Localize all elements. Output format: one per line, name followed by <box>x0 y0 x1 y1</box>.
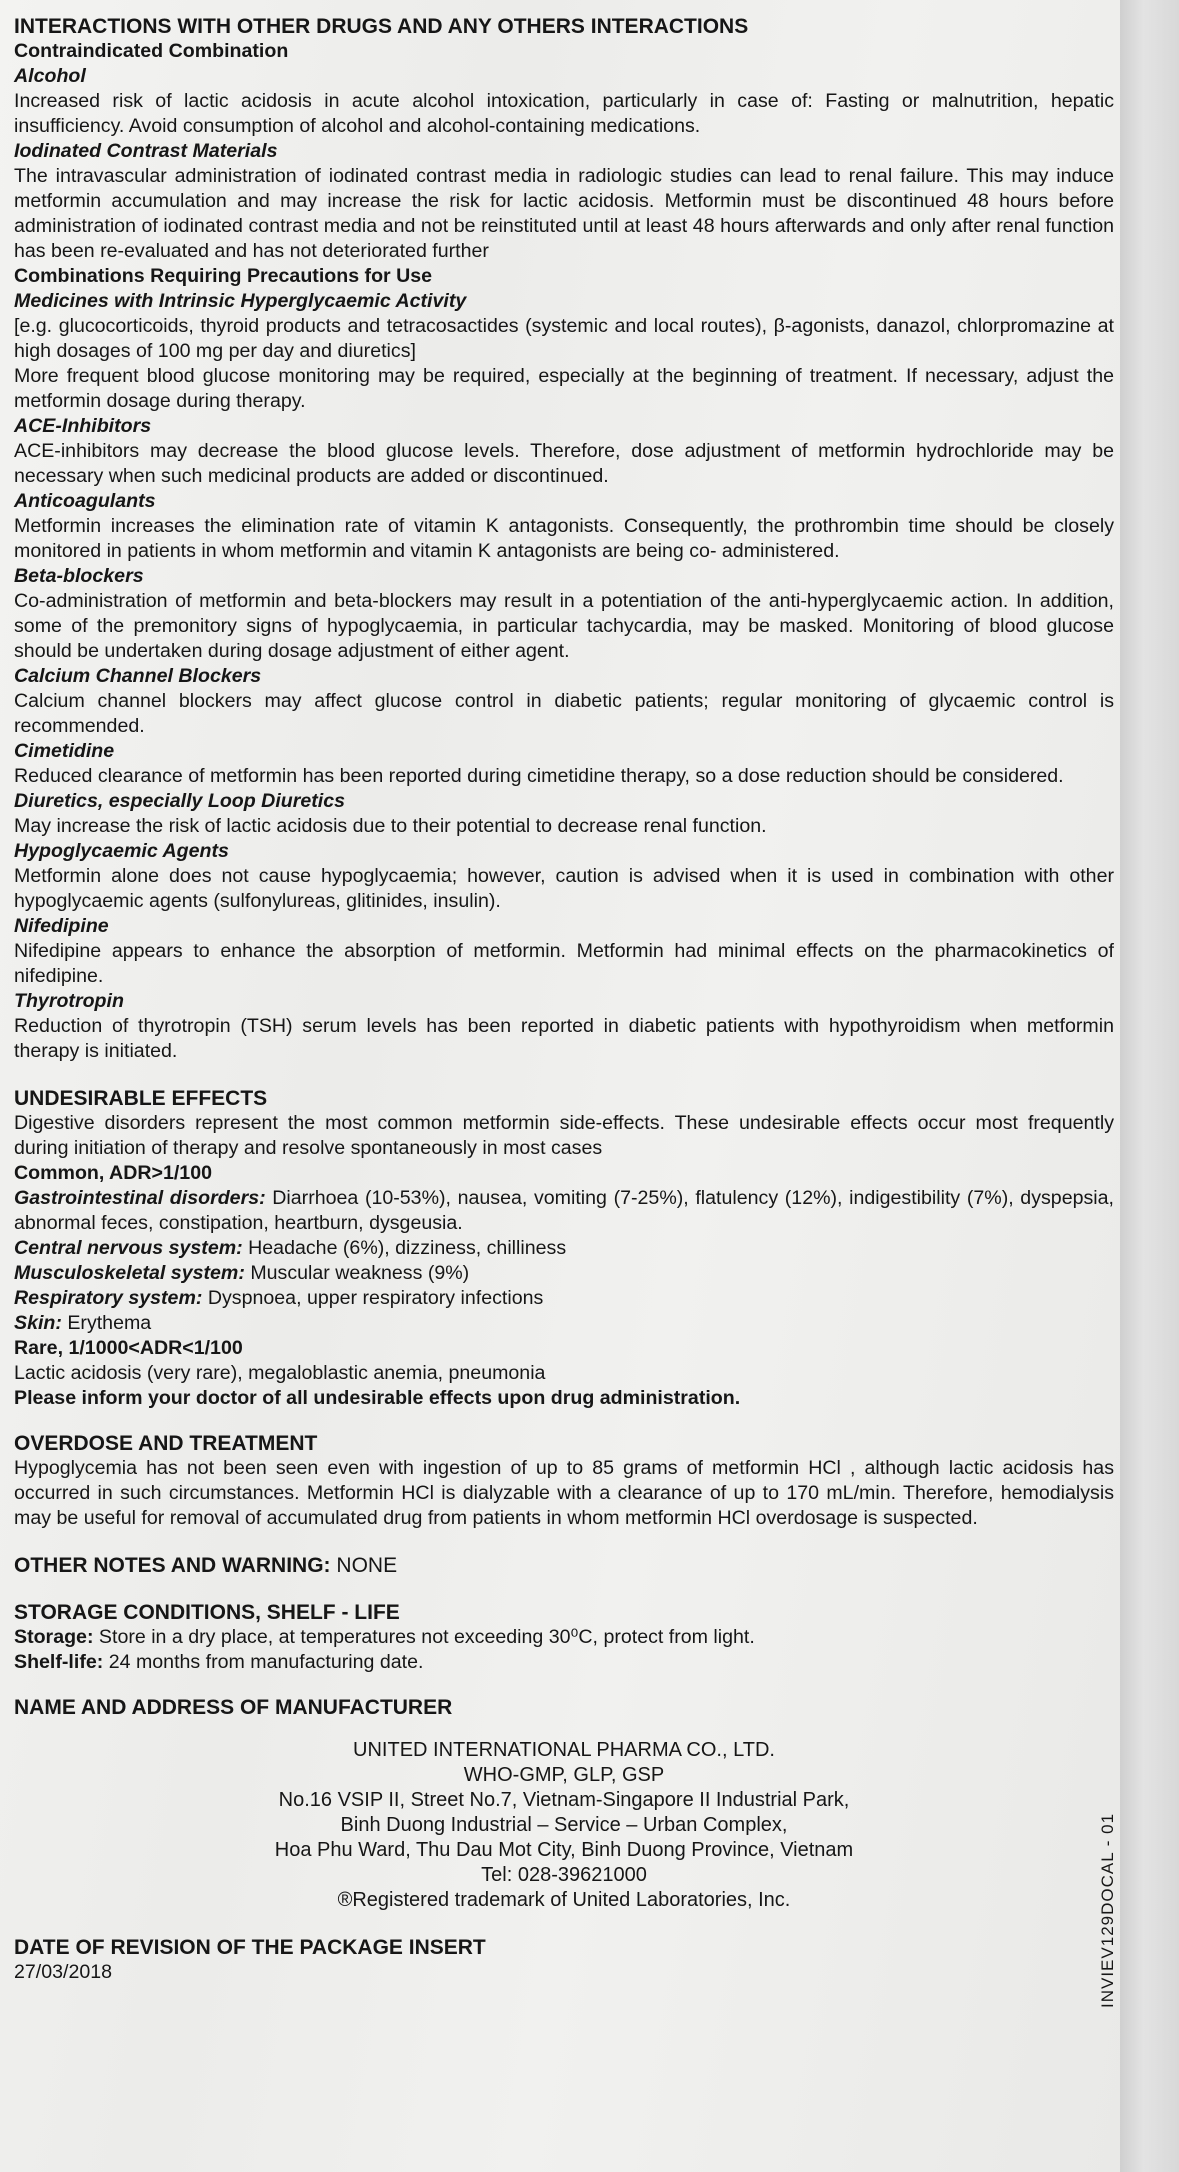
overdose-heading: OVERDOSE AND TREATMENT <box>14 1432 318 1455</box>
diuretics-text: May increase the risk of lactic acidosis due to their potential to decrease renal function. <box>14 815 767 837</box>
manufacturer-cert: WHO-GMP, GLP, GSP <box>463 1764 665 1786</box>
cns-label: Central nervous system: <box>14 1237 243 1259</box>
storage-label: Storage: <box>14 1626 94 1648</box>
alcohol-text: Increased risk of lactic acidosis in acute alcohol intoxication, particularly in case of: Fasting or malnutrition, hepatic insufficiency. Avoid consumption of alcohol and alcohol-containing medications. <box>14 90 1114 137</box>
nifedipine-text: Nifedipine appears to enhance the absorption of metformin. Metformin had minimal effects on the pharmacokinetics of nifedipine. <box>14 940 1114 987</box>
gi-label: Gastrointestinal disorders: <box>14 1187 266 1209</box>
section-gap <box>14 1578 1114 1600</box>
precautions-subheading: Combinations Requiring Precautions for Use <box>14 265 433 287</box>
overdose-text: Hypoglycemia has not been seen even with ingestion of up to 85 grams of metformin HCl , although lactic acidosis has occurred in such circumstances. Metformin HCl is dialyzable with a clearance of up to 170 mL/min. Therefore, hemodialysis may be useful for removal of accumulated drug from patients in whom metformin HCl overdosage is suspected. <box>14 1457 1114 1529</box>
storage-heading: STORAGE CONDITIONS, SHELF - LIFE <box>14 1601 400 1624</box>
rare-subheading: Rare, 1/1000<ADR<1/100 <box>14 1337 243 1359</box>
contraindicated-subheading: Contraindicated Combination <box>14 40 289 62</box>
other-notes-label: OTHER NOTES AND WARNING: <box>14 1554 331 1577</box>
shelf-label: Shelf-life: <box>14 1651 104 1673</box>
trademark-note: ®Registered trademark of United Laboratories, Inc. <box>337 1889 791 1911</box>
other-notes <box>14 1553 1114 1578</box>
alcohol-title: Alcohol <box>14 65 86 87</box>
calcium-text: Calcium channel blockers may affect glucose control in diabetic patients; regular monitoring of glycaemic control is recommended. <box>14 690 1114 737</box>
iodinated-text: The intravascular administration of iodinated contrast media in radiologic studies can lead to renal failure. This may induce metformin accumulation and may increase the risk for lactic acidosis. Metformin must be discontinued 48 hours before administration of iodinated contrast media and not be reinstituted until at least 48 hours afterwards and only after renal function has been re-evaluated and has not deteriorated further <box>14 165 1114 262</box>
beta-text: Co-administration of metformin and beta-blockers may result in a potentiation of the anti-hyperglycaemic action. In addition, some of the premonitory signs of hypoglycaemia, in particular tachycardia, may be masked. Monitoring of blood glucose should be undertaken during dosage adjustment of either agent. <box>14 590 1114 662</box>
other-notes-value: NONE <box>330 1554 398 1577</box>
section-gap <box>14 1064 1114 1086</box>
manufacturer-address-3: Hoa Phu Ward, Thu Dau Mot City, Binh Duong Province, Vietnam <box>274 1839 854 1861</box>
insert-content <box>14 14 1114 1985</box>
thyrotropin-title: Thyrotropin <box>14 990 124 1012</box>
manufacturer-heading: NAME AND ADDRESS OF MANUFACTURER <box>14 1696 453 1719</box>
resp-label: Respiratory system: <box>14 1287 203 1309</box>
skin-label: Skin: <box>14 1312 62 1334</box>
resp-effects <box>14 1286 1114 1311</box>
skin-text: Erythema <box>61 1312 152 1334</box>
ace-title: ACE-Inhibitors <box>14 415 152 437</box>
common-subheading: Common, ADR>1/100 <box>14 1162 212 1184</box>
revision-heading: DATE OF REVISION OF THE PACKAGE INSERT <box>14 1936 486 1959</box>
manufacturer-tel: Tel: 028-39621000 <box>481 1864 647 1886</box>
resp-text: Dyspnoea, upper respiratory infections <box>202 1287 544 1309</box>
document-code: INVIEV129DOCAL - 01 <box>1098 1812 1117 2008</box>
scan-margin <box>1120 0 1179 2172</box>
shelf-text: 24 months from manufacturing date. <box>103 1651 424 1673</box>
anticoag-text: Metformin increases the elimination rate of vitamin K antagonists. Consequently, the prothrombin time should be closely monitored in patients in whom metformin and vitamin K antagonists are being co- administered. <box>14 515 1114 562</box>
revision-date: 27/03/2018 <box>14 1961 113 1983</box>
rare-text: Lactic acidosis (very rare), megaloblastic anemia, pneumonia <box>14 1362 546 1384</box>
inform-doctor-note: Please inform your doctor of all undesirable effects upon drug administration. <box>14 1387 741 1409</box>
storage-line <box>14 1625 1114 1650</box>
musc-text: Muscular weakness (9%) <box>244 1262 470 1284</box>
musc-effects <box>14 1261 1114 1286</box>
nifedipine-title: Nifedipine <box>14 915 109 937</box>
manufacturer-address-1: No.16 VSIP II, Street No.7, Vietnam-Singapore II Industrial Park, <box>278 1789 850 1811</box>
cns-effects <box>14 1236 1114 1261</box>
hyperglycaemic-title: Medicines with Intrinsic Hyperglycaemic Activity <box>14 290 467 312</box>
skin-effects <box>14 1311 1114 1336</box>
section-gap <box>14 1531 1114 1553</box>
gi-text: Diarrhoea (10-53%), nausea, vomiting (7-25%), flatulency (12%), indigestibility (7%), dyspepsia, abnormal feces, constipation, heartburn, dysgeusia. <box>14 1187 1114 1234</box>
anticoag-title: Anticoagulants <box>14 490 156 512</box>
section-gap <box>14 1675 1114 1695</box>
cimetidine-text: Reduced clearance of metformin has been reported during cimetidine therapy, so a dose reduction should be considered. <box>14 765 1064 787</box>
undesirable-intro: Digestive disorders represent the most common metformin side-effects. These undesirable effects occur most frequently during initiation of therapy and resolve spontaneously in most cases <box>14 1112 1114 1159</box>
storage-text: Store in a dry place, at temperatures not exceeding 30⁰C, protect from light. <box>93 1626 755 1648</box>
ace-text: ACE-inhibitors may decrease the blood glucose levels. Therefore, dose adjustment of metformin hydrochloride may be necessary when such medicinal products are added or discontinued. <box>14 440 1114 487</box>
calcium-title: Calcium Channel Blockers <box>14 665 262 687</box>
gi-effects <box>14 1186 1114 1236</box>
hypo-title: Hypoglycaemic Agents <box>14 840 229 862</box>
section-gap <box>14 1411 1114 1431</box>
section-gap <box>14 1720 1114 1738</box>
hypo-text: Metformin alone does not cause hypoglycaemia; however, caution is advised when it is used in combination with other hypoglycaemic agents (sulfonylureas, glitinides, insulin). <box>14 865 1114 912</box>
undesirable-heading: UNDESIRABLE EFFECTS <box>14 1087 268 1110</box>
manufacturer-name: UNITED INTERNATIONAL PHARMA CO., LTD. <box>353 1739 775 1761</box>
musc-label: Musculoskeletal system: <box>14 1262 245 1284</box>
hyperglycaemic-examples: [e.g. glucocorticoids, thyroid products and tetracosactides (systemic and local routes), β-agonists, danazol, chlorpromazine at high dosages of 100 mg per day and diuretics] <box>14 315 1114 362</box>
cns-text: Headache (6%), dizziness, chilliness <box>242 1237 567 1259</box>
section-gap <box>14 1913 1114 1935</box>
cimetidine-title: Cimetidine <box>14 740 115 762</box>
manufacturer-address-2: Binh Duong Industrial – Service – Urban Complex, <box>340 1814 788 1836</box>
diuretics-title: Diuretics, especially Loop Diuretics <box>14 790 346 812</box>
thyrotropin-text: Reduction of thyrotropin (TSH) serum levels has been reported in diabetic patients with hypothyroidism when metformin therapy is initiated. <box>14 1015 1114 1062</box>
beta-title: Beta-blockers <box>14 565 144 587</box>
shelf-line <box>14 1650 1114 1675</box>
iodinated-title: Iodinated Contrast Materials <box>14 140 278 162</box>
interactions-heading: INTERACTIONS WITH OTHER DRUGS AND ANY OTHERS INTERACTIONS <box>14 15 749 38</box>
hyperglycaemic-text: More frequent blood glucose monitoring may be required, especially at the beginning of treatment. If necessary, adjust the metformin dosage during therapy. <box>14 365 1114 412</box>
